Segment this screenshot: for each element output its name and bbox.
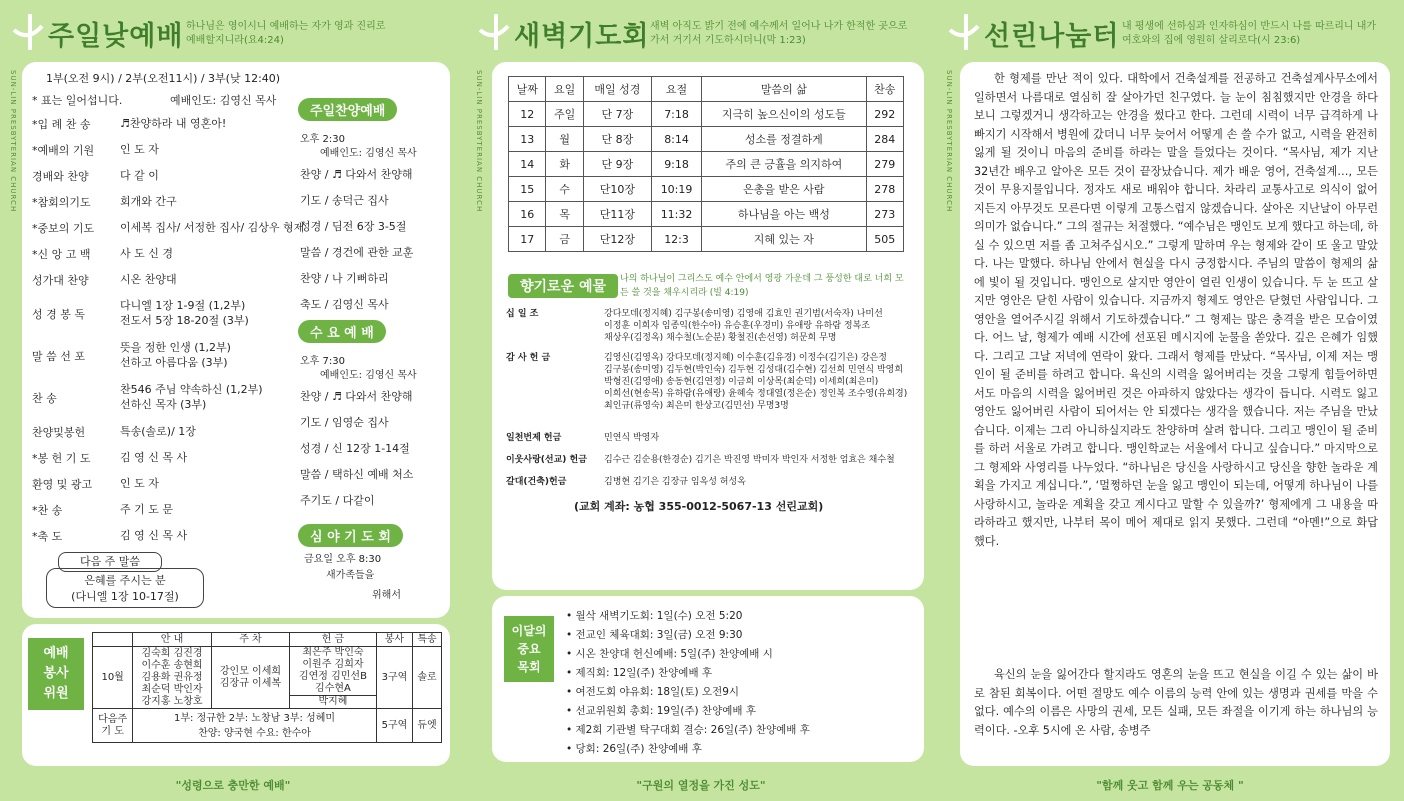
footer-community: "함께 웃고 함께 우는 공동체 ": [1096, 779, 1244, 792]
essay-paragraph-1: 한 형제를 만난 적이 있다. 대학에서 건축설계를 전공하고 건축설계사무소에서 일하면서 나름대로 열심히 잘 살아가던 친구였다. 늘 눈이 침침했지만 안경을 하다 보니 그렇겠거니 생각하고는 안경을 썼다고 한다. 그런데 시력이 너무 급격하게 나빠지기 시작해서 병원에 갔더니 너무 늦어서 어떻게 손 쓸 수가 없고, 시력을 완전히 잃게 될 것이니 마음의 준비를 하라는 말을 들었다는 것이다. “목사님, 제가 지난 32년간 배우고 알아온 모든 것이 끝장났습니다. 제가 배운 영어, 건축설계…, 모든 것이 무용지물입니다. 정자도 새로 배워야 합니다. 차라리 교통사고로 의식이 없어지든지 아무것도 모른다면 이렇게 고통스럽지 않겠습니다. 살아온 지난날이 아무런 의미가 없습니다.” 그의 절규는 처절했다. “예수님은 맹인도 보게 했다고 하는데, 하실 수 있으면 저를 좀 고쳐주십시오.” 그렇게 말하며 우는 형제와 같이 또 울고 말았다. 나는 말했다. 하나님 안에서 현실을 다시 긍정합시다. 주님의 말씀이 형제의 삶에 빛이 될 것입니다. 맹인으로 살지만 영안이 열린 인생이 있습니다. 두 눈 뜨고 살지만 영안은 닫힌 사람이 있습니다. 지금까지 형제도 영안은 닫혔던 사람입니다. 그 영안을 열어주시길 위해서 기도하겠습니다.” 그 형제는 많은 충격을 받은 모습이였다. 어느 날, 형제가 예배 시간에 선포된 메시지에 눈물을 쏟았다. 깊은 은혜가 임했다. 그리고 그날 저녁에 연락이 왔다. 그래서 형제를 만났다. “목사님, 이제 저는 맹인이 될 준비를 하려고 합니다. 육신의 시력을 잃어버리는 것을 그렇게 힘들어하면서도 마음의 시력을 잃어버린 것은 아파하지 않았다는 생각이 듭니다. 시력도 잃고 영안도 잃어버린 사람이 되어서는 안 되겠다는 생각을 했습니다. 저는 주님을 만났습니다. 이제는 그리 아니하실지라도 찬양하며 살려 합니다. 그리고 맹인이 될 준비를 하러 서울로 가려고 합니다. 맹인학교는 서울에서 다니고 싶습니다.” 마지막으로 그 형제와 사영리를 나누었다. “하나님은 당신을 사랑하시고 당신을 향한 놀라운 계획을 가지고 계십니다.”, ‘멀쩡하던 눈을 잃고 맹인이 되는데, 어떻게 하나님이 나를 사랑하시고, 놀라운 계획을 갖고 계시다고 말할 수 있을까?’ 형제에게 그 내용을 따라하라고 했지만, 나부터 목이 메어 제대로 읽지 못했다. 그런데 “아멘!”으로 화답했다.: [974, 72, 1378, 548]
dawn-cell: 단11장: [583, 202, 651, 227]
dawn-cell: 10:19: [651, 177, 701, 202]
dawn-cell: 단 7장: [583, 102, 651, 127]
vol-next-special: 듀엣: [413, 709, 442, 743]
order-key: *중보의 기도: [32, 222, 95, 235]
sunday-order-panel: [22, 62, 450, 618]
order-key: *봉 헌 기 도: [32, 452, 91, 465]
dawn-cell: 8:14: [651, 127, 701, 152]
order-key: 경배와 찬양: [32, 170, 89, 183]
order-value: 다니엘 1장 1-9절 (1,2부) 전도서 5장 18-20절 (3부): [120, 299, 249, 327]
cross-icon: [476, 12, 510, 52]
dawn-cell: 주일: [546, 102, 583, 127]
offering-names: 김영신(김영옥) 강다모데(정지혜) 이수훈(김유경) 이정수(김기은) 강은정 김구봉(송미영) 김두현(박인숙) 김두현 김성대(김수현) 김선희 민연식 박영희 박형진(김영애) 송동현(김연정) 이금희 이상목(최순덕) 이세희(최은미) 이희선(현송목) 유하람(유애랑) 윤혜숙 정대열(정은순) 정인복 조수영(유희경) 최인규(류영숙) 최은미 한상고(김민선) 무명3명: [604, 353, 908, 411]
dawn-cell: 수: [546, 177, 583, 202]
dawn-cell: 16: [509, 202, 546, 227]
order-value: 김 영 신 목 사: [120, 529, 188, 542]
events-panel: [492, 596, 924, 762]
order-value: 다 같 이: [120, 169, 159, 182]
cross-icon: [10, 12, 44, 52]
wednesday-leader: 예배인도: 김영신 목사: [320, 370, 417, 381]
vol-next-zone: 5구역: [376, 709, 412, 743]
dawn-cell: 13: [509, 127, 546, 152]
order-value: 회개와 간구: [120, 195, 177, 208]
dawn-table: [508, 76, 904, 252]
order-value: 뜻을 정한 인생 (1,2부) 선하고 아름다움 (3부): [120, 341, 231, 369]
order-key: *참회의기도: [32, 196, 91, 209]
dawn-cell: 14: [509, 152, 546, 177]
offering-names: 김수근 김순용(한경순) 김기은 박진영 박미자 박인자 서정한 엄효은 채수철: [604, 455, 895, 465]
offering-names: 민연식 박영자: [604, 433, 660, 443]
praise-leader: 예배인도: 김영신 목사: [320, 148, 417, 159]
order-key: *입 례 찬 송: [32, 118, 91, 131]
dawn-cell: 성소를 정결하게: [702, 127, 866, 152]
sharing-page: [936, 0, 1404, 801]
order-value: 이세복 집사/ 서정한 집사/ 김상우 형제: [120, 221, 305, 234]
dawn-cell: 단12장: [583, 227, 651, 252]
dawn-cell: 하나님을 아는 백성: [702, 202, 866, 227]
event-item: • 여전도회 야유회: 18일(토) 오전9시: [566, 686, 740, 698]
offering-names: 강다모데(정지혜) 김구봉(송미영) 김영애 김효인 권기범(서숙자) 나미선 이정훈 이희자 임종익(한수아) 유승훈(우경미) 유애랑 유하람 정복조 채상우(김정옥) 채수철(노순분) 황철진(손선영) 허문희 무명: [604, 309, 883, 343]
stand-note: * 표는 일어섭니다.: [32, 94, 123, 107]
order-item: [32, 246, 173, 262]
order-value: 찬546 주님 약속하신 (1,2부) 선하신 목자 (3부): [120, 383, 263, 411]
dawn-cell: 12: [509, 102, 546, 127]
next-sermon-box: [46, 568, 204, 608]
order-item: [32, 340, 231, 370]
dawn-cell: 15: [509, 177, 546, 202]
dawn-cell: 단 9장: [583, 152, 651, 177]
vol-next-line1: 1부: 정규한 2부: 노창남 3부: 성혜미: [174, 712, 336, 724]
night-time: 금요일 오후 8:30: [304, 554, 382, 565]
offering-names: 김병현 김기은 김장규 임옥성 허성옥: [604, 477, 746, 487]
praise-item: 기도 / 송덕근 집사: [300, 194, 389, 207]
wednesday-item: 말씀 / 택하신 예배 처소: [300, 468, 414, 481]
order-value: 특송(솔로)/ 1장: [120, 425, 196, 438]
dawn-cell: 단10장: [583, 177, 651, 202]
dawn-cell: 7:18: [651, 102, 701, 127]
order-item: [32, 220, 304, 236]
dawn-cell: 단 8장: [583, 127, 651, 152]
dawn-cell: 273: [866, 202, 903, 227]
dawn-cell: 9:18: [651, 152, 701, 177]
sharing-title: 선린나눔터: [984, 21, 1120, 52]
church-account: (교회 계좌: 농협 355-0012-5067-13 선린교회): [574, 500, 824, 513]
dawn-col-header: 찬송: [866, 77, 903, 102]
event-item: • 전교인 체육대회: 3일(금) 오전 9:30: [566, 629, 743, 641]
dawn-cell: 11:32: [651, 202, 701, 227]
vol-month: 10월: [93, 647, 133, 709]
order-key: 성가대 찬양: [32, 274, 89, 287]
offering-verse: 나의 하나님이 그리스도 예수 안에서 영광 가운데 그 풍성한 대로 너희 모든 쓸 것을 채우시리라 (빌 4:19): [620, 274, 904, 298]
vol-parking: 강인모 이세희 김장규 이세복: [211, 647, 289, 709]
order-item: [32, 116, 226, 132]
offering-title: 향기로운 예물: [508, 274, 618, 298]
events-label: 이달의 중요 목회: [504, 616, 554, 682]
sunday-leader: 예배인도: 김영신 목사: [170, 94, 277, 107]
vol-next: [133, 709, 376, 743]
wednesday-item: 주기도 / 다같이: [300, 494, 375, 507]
dawn-cell: 279: [866, 152, 903, 177]
next-sermon-title: 은혜를 주시는 분: [84, 574, 166, 587]
dawn-cell: 목: [546, 202, 583, 227]
order-item: [32, 424, 196, 440]
order-value: 시온 찬양대: [120, 273, 177, 286]
vol-next-label: 다음주 기 도: [93, 709, 133, 743]
vol-zone: 3구역: [376, 647, 412, 709]
event-item: • 당회: 26일(주) 찬양예배 후: [566, 743, 702, 755]
order-key: 환영 및 광고: [32, 478, 93, 491]
dawn-col-header: 요절: [651, 77, 701, 102]
order-key: 찬 송: [32, 392, 57, 405]
dawn-panel: [492, 62, 924, 590]
offering-type: 십 일 조: [506, 309, 539, 319]
vol-header: 안 내: [133, 633, 211, 647]
dawn-cell: 은총을 받은 사람: [702, 177, 866, 202]
next-sermon-text: (다니엘 1장 10-17절): [71, 590, 179, 603]
sunday-verse: 하나님은 영이시니 예배하는 자가 영과 진리로 예배할지니라(요4:24): [186, 21, 386, 46]
dawn-cell: 지혜 있는 자: [702, 227, 866, 252]
vol-header: 주 차: [211, 633, 289, 647]
dawn-col-header: 날짜: [509, 77, 546, 102]
dawn-cell: 주의 큰 긍휼을 의지하여: [702, 152, 866, 177]
order-key: *축 도: [32, 530, 63, 543]
sunday-page: [0, 0, 466, 801]
event-item: • 제직회: 12일(주) 찬양예배 후: [566, 667, 713, 679]
dawn-cell: 292: [866, 102, 903, 127]
essay-panel: [960, 62, 1390, 766]
dawn-row: [509, 202, 904, 227]
vol-offering2: 박지혜: [290, 696, 377, 709]
order-item: [32, 194, 177, 210]
praise-item: 말씀 / 경건에 관한 교훈: [300, 246, 414, 259]
side-church-name: SUN-LIN PRESBYTERIAN CHURCH: [9, 70, 17, 213]
wednesday-item: 기도 / 임영순 집사: [300, 416, 389, 429]
volunteer-table: [92, 632, 442, 743]
order-item: [32, 528, 187, 544]
essay-paragraph-2: 육신의 눈을 잃어간다 할지라도 영혼의 눈을 뜨고 현실을 이길 수 있는 삶이 바로 참된 회복이다. 어떤 절망도 예수 이름의 능력 안에 있는 생명과 권세를 막을 수 없다. 예수의 이름은 사망의 권세, 모든 실패, 모든 좌절을 이기게 하는 하나님의 능력이다. -오후 5시에 온 사람, 송병주: [974, 668, 1378, 737]
order-item: [32, 450, 187, 466]
sunday-title: 주일낮예배: [48, 21, 184, 52]
wednesday-time: 오후 7:30: [300, 356, 345, 367]
order-key: *찬 송: [32, 504, 63, 517]
dawn-page: [466, 0, 936, 801]
dawn-row: [509, 127, 904, 152]
order-key: *예배의 기원: [32, 144, 95, 157]
cross-icon: [946, 12, 980, 52]
vol-guide: 김숙희 김진경 이수훈 송현희 김용화 권유정 최순덕 박인자 강지홍 노창호: [133, 647, 211, 709]
night-line1: 새가족들을: [326, 570, 375, 581]
order-value: 인 도 자: [120, 477, 159, 490]
praise-item: 찬양 / 나 기뻐하리: [300, 272, 389, 285]
praise-item: 찬양 / ♬ 다와서 찬양해: [300, 168, 413, 181]
offering-type: 이웃사랑(선교) 헌금: [506, 455, 587, 465]
dawn-cell: 505: [866, 227, 903, 252]
dawn-row: [509, 177, 904, 202]
dawn-row: [509, 102, 904, 127]
offering-type: 감 사 헌 금: [506, 353, 551, 363]
dawn-col-header: 말씀의 삶: [702, 77, 866, 102]
night-line2: 위해서: [372, 590, 401, 601]
order-key: 성 경 봉 독: [32, 308, 85, 321]
volunteer-label: 예배 봉사 위원: [28, 638, 84, 710]
dawn-row: [509, 152, 904, 177]
vol-special: 솔로: [413, 647, 442, 709]
order-item: [32, 142, 159, 158]
vol-header: 봉사: [376, 633, 412, 647]
dawn-table-header: [509, 77, 904, 102]
offering-type: 일천번제 헌금: [506, 433, 562, 443]
offering-type: 갈대(건축)헌금: [506, 477, 567, 487]
order-value: ♬찬양하라 내 영혼아!: [120, 117, 227, 130]
order-key: *신 앙 고 백: [32, 248, 91, 261]
order-item: [32, 476, 159, 492]
event-item: • 선교위원회 총회: 19일(주) 찬양예배 후: [566, 705, 756, 717]
order-item: [32, 502, 173, 518]
dawn-cell: 금: [546, 227, 583, 252]
footer-passion: "구원의 열정을 가진 성도": [636, 779, 766, 792]
wednesday-item: 찬양 / ♬ 다와서 찬양해: [300, 390, 413, 403]
dawn-col-header: 요일: [546, 77, 583, 102]
event-item: • 시온 찬양대 헌신예배: 5일(주) 찬양예배 시: [566, 648, 773, 660]
order-key: 말 씀 선 포: [32, 350, 85, 363]
order-item: [32, 298, 249, 328]
vol-header: 헌 금: [290, 633, 377, 647]
sharing-verse: 내 평생에 선하심과 인자하심이 반드시 나를 따르리니 내가 여호와의 집에 영원히 살리로다(시 23:6): [1122, 21, 1377, 46]
order-item: [32, 382, 263, 412]
wednesday-title: 수 요 예 배: [298, 320, 386, 343]
dawn-row: [509, 227, 904, 252]
order-value: 김 영 신 목 사: [120, 451, 188, 464]
event-item: • 제2회 기관별 탁구대회 결승: 26일(주) 찬양예배 후: [566, 724, 810, 736]
footer-worship: "성령으로 충만한 예배": [175, 779, 291, 792]
vol-offering: 최은주 박인숙 이원주 김희자 김연정 김민선B 김수현A: [290, 647, 377, 696]
order-value: 사 도 신 경: [120, 247, 173, 260]
wednesday-item: 성경 / 신 12장 1-14절: [300, 442, 410, 455]
service-times: 1부(오전 9시) / 2부(오전11시) / 3부(낮 12:40): [46, 72, 281, 85]
dawn-cell: 284: [866, 127, 903, 152]
order-key: 찬양및봉헌: [32, 426, 86, 439]
next-sermon-label: 다음 주 말씀: [58, 552, 162, 572]
dawn-verse: 새벽 아직도 밝기 전에 예수께서 일어나 나가 한적한 곳으로 가서 거기서 기도하시더니(막 1:23): [650, 21, 908, 46]
order-value: 주 기 도 문: [120, 503, 173, 516]
night-title: 심 야 기 도 회: [298, 524, 403, 547]
praise-time: 오후 2:30: [300, 134, 345, 145]
order-item: [32, 272, 177, 288]
praise-title: 주일찬양예배: [298, 98, 397, 121]
dawn-col-header: 매일 성경: [583, 77, 651, 102]
dawn-cell: 12:3: [651, 227, 701, 252]
order-item: [32, 168, 159, 184]
praise-item: 성경 / 딤전 6장 3-5절: [300, 220, 407, 233]
dawn-cell: 17: [509, 227, 546, 252]
dawn-title: 새벽기도회: [514, 21, 650, 52]
volunteer-panel: [22, 624, 450, 766]
side-church-name: SUN-LIN PRESBYTERIAN CHURCH: [475, 70, 483, 213]
vol-next-line2: 찬양: 양국현 수요: 한수아: [198, 727, 311, 739]
event-item: • 월삭 새벽기도회: 1일(수) 오전 5:20: [566, 610, 743, 622]
dawn-cell: 월: [546, 127, 583, 152]
side-church-name: SUN-LIN PRESBYTERIAN CHURCH: [945, 70, 953, 213]
vol-header: 특송: [413, 633, 442, 647]
order-value: 인 도 자: [120, 143, 159, 156]
dawn-cell: 278: [866, 177, 903, 202]
dawn-cell: 지극히 높으신이의 성도들: [702, 102, 866, 127]
praise-item: 축도 / 김영신 목사: [300, 298, 389, 311]
dawn-cell: 화: [546, 152, 583, 177]
